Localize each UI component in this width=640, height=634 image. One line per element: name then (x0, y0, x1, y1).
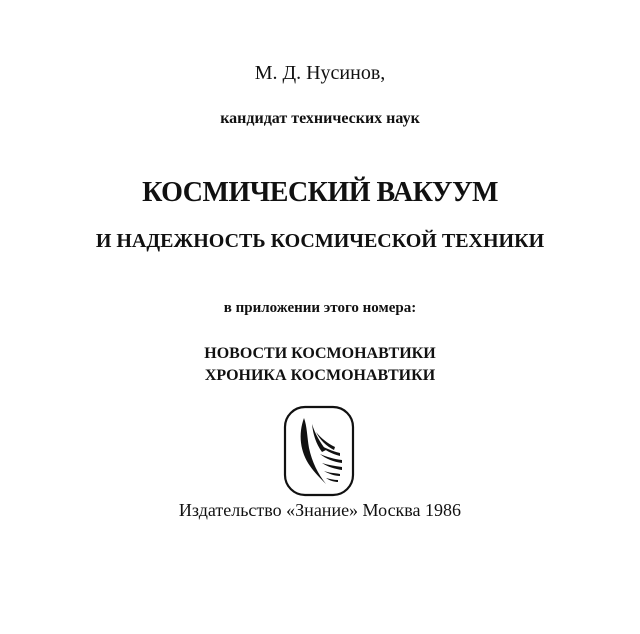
supplement-intro: в приложении этого номера: (223, 300, 417, 316)
author-name: М. Д. Нусинов, (254, 62, 386, 84)
publisher-imprint: Издательство «Знание» Москва 1986 (178, 500, 462, 520)
author-degree: кандидат технических наук (220, 110, 420, 127)
supplement-item-chronicle: ХРОНИКА КОСМОНАВТИКИ (204, 367, 436, 384)
book-title: КОСМИЧЕСКИЙ ВАКУУМ (142, 177, 498, 208)
supplement-item-news: НОВОСТИ КОСМОНАВТИКИ (204, 345, 436, 362)
publisher-emblem-icon (282, 404, 356, 498)
book-subtitle: И НАДЕЖНОСТЬ КОСМИЧЕСКОЙ ТЕХНИКИ (95, 230, 545, 252)
